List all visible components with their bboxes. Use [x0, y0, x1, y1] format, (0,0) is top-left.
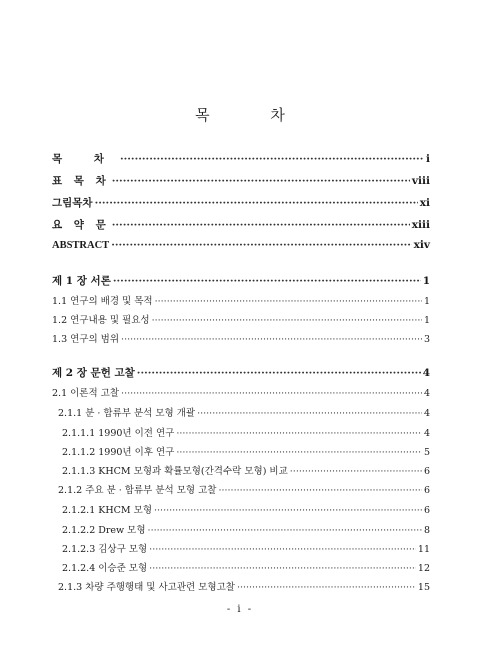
dot-leader — [149, 544, 416, 555]
toc-entry-page: 1 — [423, 315, 430, 326]
toc-entry-label: 목 차 — [52, 153, 118, 165]
dot-leader — [121, 388, 422, 399]
dot-leader — [155, 296, 422, 307]
toc-entry-summary — [52, 217, 430, 231]
toc-entry-page: i — [426, 153, 430, 165]
dot-leader — [154, 505, 422, 516]
toc-entry-2-1 — [52, 385, 430, 399]
toc-entry-2-1-3 — [58, 579, 430, 593]
dot-leader — [137, 367, 421, 379]
toc-entry-page: xiv — [413, 239, 430, 251]
toc-entry-2-1-1-1 — [62, 425, 430, 439]
page-title: 목 차 — [195, 106, 313, 124]
dot-leader — [176, 447, 422, 458]
dot-leader — [218, 485, 421, 496]
toc-entry-label: 1.3 연구의 범위 — [52, 334, 120, 345]
toc-entry-label: 2.1.1 분 · 합류부 분석 모형 개괄 — [58, 408, 196, 419]
toc-entry-abstract — [52, 239, 430, 253]
toc-entry-page: viii — [411, 175, 430, 187]
toc-entry-label: 2.1 이론적 고찰 — [52, 388, 120, 399]
toc-entry-page: 3 — [423, 334, 430, 345]
toc-entry-2-1-1-3 — [62, 463, 430, 477]
toc-entry-page: 4 — [423, 428, 430, 439]
toc-entry-label: 2.1.1.3 KHCM 모형과 확률모형(간격수락 모형) 비교 — [62, 466, 288, 477]
toc-entry-label: ABSTRACT — [52, 240, 110, 251]
dot-leader — [121, 334, 422, 345]
toc-entry-label: 표 목 차 — [52, 175, 110, 187]
toc-entry-label: 1.1 연구의 배경 및 목적 — [52, 296, 153, 307]
toc-entry-label: 그림목차 — [52, 197, 93, 209]
dot-leader — [290, 466, 422, 477]
toc-entry-2-1-2-2 — [62, 522, 430, 536]
toc-entry-label: 제 1 장 서론 — [52, 275, 111, 287]
dot-leader — [112, 219, 410, 231]
toc-entry-label: 2.1.1.1 1990년 이전 연구 — [62, 428, 175, 439]
dot-leader — [176, 428, 422, 439]
toc-entry-label: 2.1.2.3 김상구 모형 — [62, 544, 148, 555]
toc-entry-2-1-1-2 — [62, 444, 430, 458]
toc-entry-2-1-2 — [58, 482, 430, 496]
toc-entry-page: xiii — [411, 219, 430, 231]
toc-entry-label: 2.1.2.4 이승준 모형 — [62, 563, 148, 574]
toc-entry-page: 11 — [417, 544, 430, 555]
toc-entry-2-1-2-1 — [62, 502, 430, 516]
toc-entry-1-1 — [52, 293, 430, 307]
toc-entry-page: 8 — [423, 525, 430, 536]
toc-entry-page: 1 — [423, 296, 430, 307]
toc-entry-1-3 — [52, 331, 430, 345]
dot-leader — [149, 563, 416, 574]
toc-entry-page: 15 — [417, 582, 430, 593]
toc-entry-page: 5 — [423, 447, 430, 458]
toc-entry-label: 2.1.2.2 Drew 모형 — [62, 525, 146, 536]
toc-entry-page: 1 — [422, 275, 430, 287]
toc-entry-chapter-2 — [52, 365, 430, 379]
dot-leader — [112, 175, 410, 187]
toc-entry-chapter-1 — [52, 273, 430, 287]
dot-leader — [237, 582, 416, 593]
toc-entry-tables — [52, 173, 430, 187]
toc-entry-figures — [52, 195, 430, 209]
toc-entry-label: 1.2 연구내용 및 필요성 — [52, 315, 150, 326]
toc-entry-2-1-1 — [58, 405, 430, 419]
dot-leader — [113, 275, 421, 287]
dot-leader — [148, 525, 422, 536]
toc-entry-page: 12 — [417, 563, 430, 574]
page-number-footer: - i - — [226, 604, 254, 615]
toc-entry-label: 2.1.2.1 KHCM 모형 — [62, 505, 153, 516]
dot-leader — [95, 197, 418, 209]
toc-entry-page: 4 — [423, 408, 430, 419]
toc-entry-page: 6 — [423, 466, 430, 477]
toc-entry-page: 4 — [423, 388, 430, 399]
dot-leader — [111, 239, 411, 251]
toc-entry-label: 2.1.1.2 1990년 이후 연구 — [62, 447, 175, 458]
toc-entry-page: 4 — [422, 367, 430, 379]
toc-entry-page: 6 — [423, 485, 430, 496]
toc-entry-2-1-2-3 — [62, 541, 430, 555]
dot-leader — [197, 408, 422, 419]
toc-entry-page: xi — [419, 197, 430, 209]
toc-entry-page: 6 — [423, 505, 430, 516]
dot-leader — [120, 153, 424, 165]
toc-entry-label: 제 2 장 문헌 고찰 — [52, 367, 135, 379]
dot-leader — [152, 315, 422, 326]
toc-entry-label: 2.1.3 차량 주행행태 및 사고관련 모형고찰 — [58, 582, 235, 593]
toc-entry-label: 요 약 문 — [52, 219, 110, 231]
toc-entry-label: 2.1.2 주요 분 · 합류부 분석 모형 고찰 — [58, 485, 217, 496]
toc-entry-2-1-2-4 — [62, 560, 430, 574]
toc-entry-contents — [52, 151, 430, 165]
toc-entry-1-2 — [52, 312, 430, 326]
